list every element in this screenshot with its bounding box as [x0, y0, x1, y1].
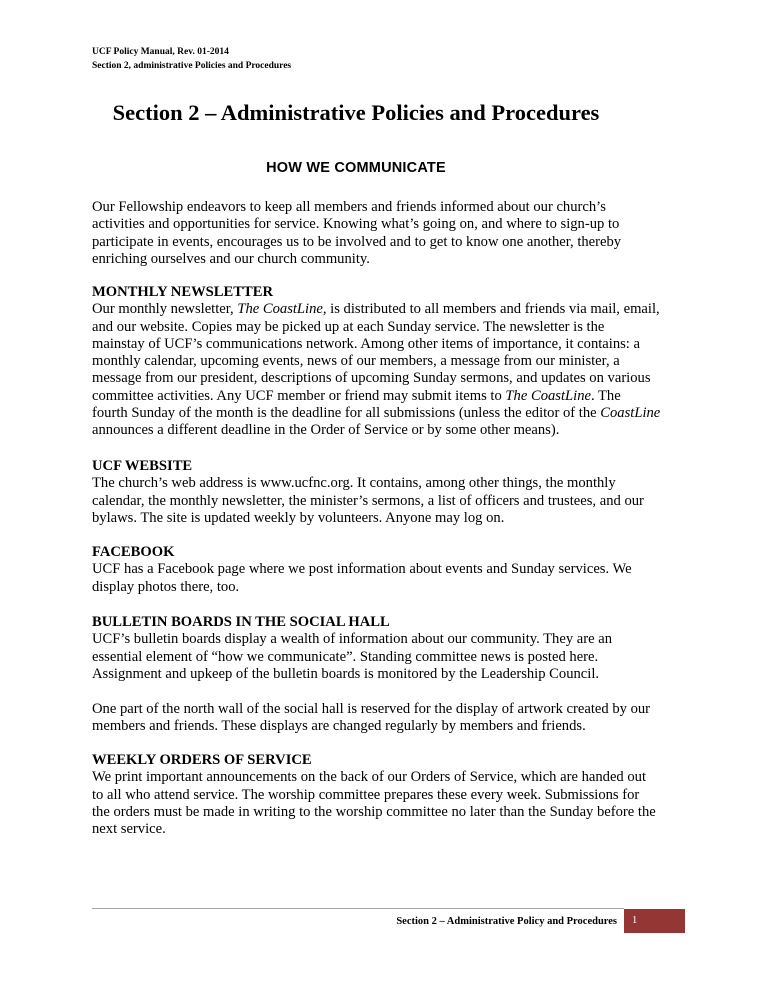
text-line: Our Fellowship endeavors to keep all members and friends informed about our church’s: [92, 199, 606, 215]
page-number: 1: [632, 915, 638, 926]
text-line: to all who attend service. The worship committee prepares these every week. Submissions for: [92, 786, 640, 803]
text-line: [92, 301, 660, 318]
text-line: UCF’s bulletin boards display a wealth of information about our community. They are an: [92, 631, 613, 648]
footer-section-title: Section 2 – Administrative Policy and Procedures: [396, 916, 617, 927]
text-line: and our website. Copies may be picked up at each Sunday service. The newsletter is the: [92, 318, 605, 335]
text-line: mainstay of UCF’s communications network. Among other items of importance, it contains: a: [92, 335, 640, 352]
text-segment: fourth Sunday of the month is the deadline for all submissions (unless the editor of the: [92, 405, 601, 422]
text-line: members and friends. These displays are changed regularly by members and friends.: [92, 718, 586, 735]
text-line: display photos there, too.: [92, 578, 240, 595]
section-heading: MONTHLY NEWSLETTER: [92, 284, 273, 300]
text-line: [92, 388, 632, 405]
monthly-newsletter-section: [92, 284, 661, 440]
text-line: essential element of “how we communicate”. Standing committee news is posted here.: [92, 648, 599, 665]
text-segment: Our monthly newsletter,: [92, 301, 238, 318]
text-line: One part of the north wall of the social hall is reserved for the display of artwork created by our: [92, 701, 651, 717]
text-line: message from our president, descriptions of upcoming Sunday sermons, and updates on various: [92, 370, 651, 387]
publication-title: The CoastLine: [237, 301, 323, 318]
page-title: Section 2 – Administrative Policies and Procedures: [112, 100, 600, 125]
text-line: next service.: [92, 821, 166, 838]
text-segment: , is distributed to all members and friends via mail, email,: [322, 301, 660, 318]
text-line: participate in events, encourages us to be involved and to get to know one another, thereby: [92, 233, 622, 250]
section-heading: UCF WEBSITE: [92, 458, 193, 474]
running-header-section: Section 2, administrative Policies and Procedures: [92, 61, 292, 71]
section-subtitle: HOW WE COMMUNICATE: [266, 160, 446, 176]
text-segment: . The: [590, 387, 621, 404]
section-heading: BULLETIN BOARDS IN THE SOCIAL HALL: [92, 614, 390, 630]
facebook-section: [92, 544, 632, 596]
text-line: enriching ourselves and our church community.: [92, 250, 370, 267]
text-line: the orders must be made in writing to the worship committee no later than the Sunday before the: [92, 803, 656, 820]
section-heading: WEEKLY ORDERS OF SERVICE: [92, 752, 312, 768]
text-line: announces a different deadline in the Order of Service or by some other means).: [92, 422, 560, 439]
artwork-paragraph: [92, 701, 651, 736]
text-segment: committee activities. Any UCF member or friend may submit items to: [92, 387, 506, 404]
text-line: [92, 405, 661, 422]
ucf-website-section: [92, 458, 644, 527]
text-line: Assignment and upkeep of the bulletin boards is monitored by the Leadership Council.: [92, 665, 600, 682]
footer-divider: [92, 908, 624, 909]
text-line: activities and opportunities for service. Knowing what’s going on, and where to sign-up to: [92, 216, 620, 233]
text-line: UCF has a Facebook page where we post information about events and Sunday services. We: [92, 561, 632, 578]
weekly-orders-section: [92, 752, 656, 838]
intro-paragraph: [92, 199, 632, 268]
publication-title: CoastLine: [600, 405, 661, 422]
bulletin-boards-section: [92, 614, 632, 683]
text-line: monthly calendar, upcoming events, news of our members, a message from our minister, a: [92, 353, 620, 370]
text-line: calendar, the monthly newsletter, the minister’s sermons, a list of officers and trustees, and our: [92, 492, 644, 509]
section-heading: FACEBOOK: [92, 544, 175, 560]
publication-title: The CoastLine: [505, 387, 591, 404]
running-header-title: UCF Policy Manual, Rev. 01-2014: [92, 47, 229, 57]
text-line: bylaws. The site is updated weekly by volunteers. Anyone may log on.: [92, 509, 505, 526]
page-number-box: [624, 909, 685, 933]
text-line: We print important announcements on the back of our Orders of Service, which are handed out: [92, 769, 647, 786]
text-line: The church’s web address is www.ucfnc.org. It contains, among other things, the monthly: [92, 475, 616, 492]
